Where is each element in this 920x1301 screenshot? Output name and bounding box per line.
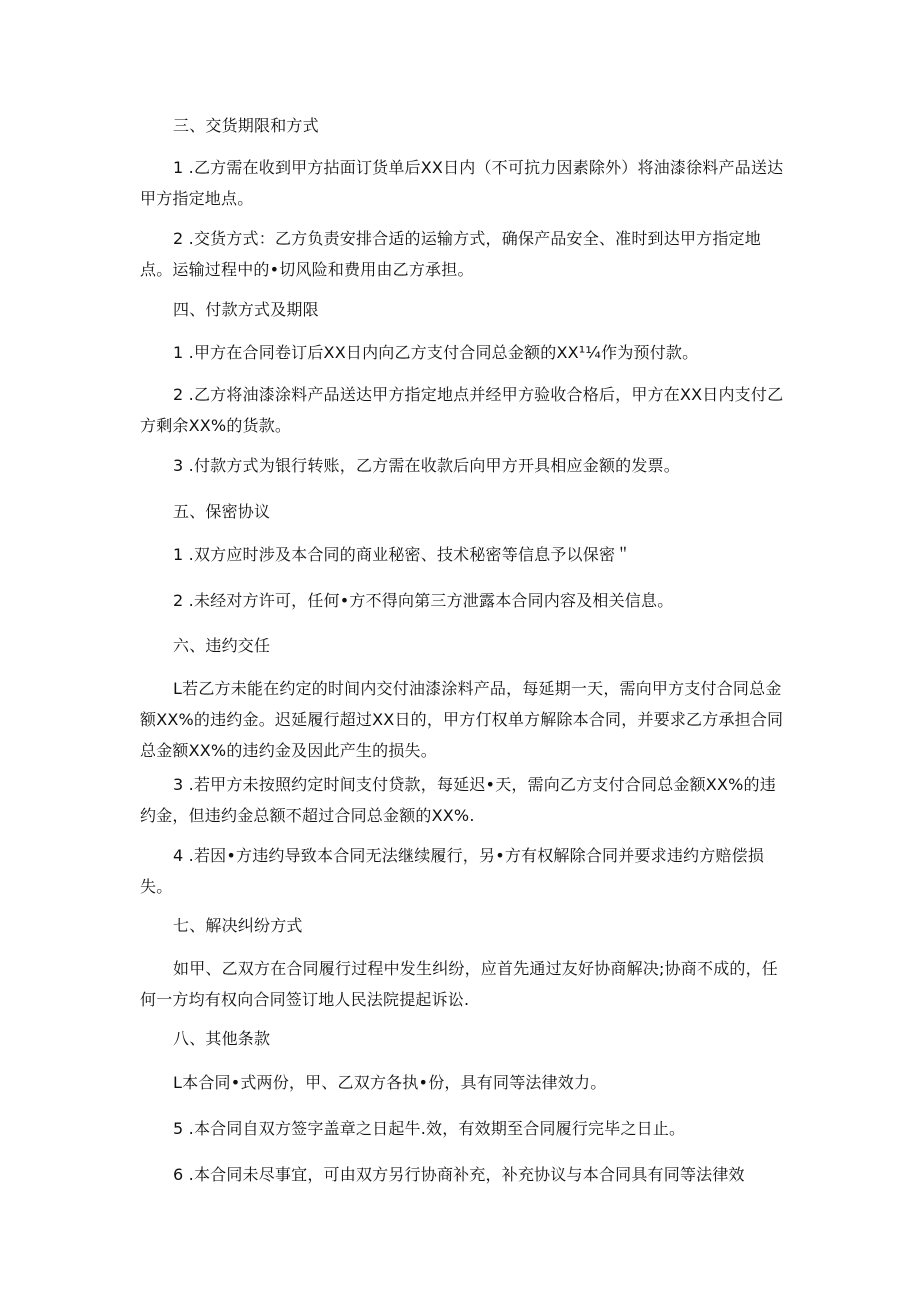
section-heading-other: 八、其他条款 [173,1029,271,1048]
clause-payment-2: 2 .乙方将油漆涂料产品送达甲方指定地点并经甲方验收合格后，甲方在XX日内支付乙方剩余XX%的货款。 [140,385,784,435]
clause-confidentiality-2: 2 .未经对方许可，任何•方不得向第三方泄露本合同内容及相关信息。 [173,591,674,610]
clause-breach-2: 3 .若甲方未按照约定时间支付贷款，每延迟•天，需向乙方支付合同总金额XX%的违约金，但违约金总额不超过合同总金额的XX%. [140,775,776,825]
clause-delivery-2: 2 .交货方式：乙方负责安排合适的运输方式，确保产品安全、准时到达甲方指定地点。运输过程中的•切风险和费用由乙方承担。 [140,229,761,279]
clause-other-3: 6 .本合同未尽事宜，可由双方另行协商补充，补充协议与本合同具有同等法律效 [173,1165,745,1184]
clause-other-1: L本合同•式两份，甲、乙双方各执•份，具有同等法律效力。 [173,1073,607,1092]
section-heading-dispute: 七、解决纠纷方式 [173,916,303,935]
clause-delivery-1: 1 .乙方需在收到甲方拈面订货单后XX日内（不可抗力因素除外）将油漆徐料产品送达甲方指定地点。 [140,158,784,208]
clause-confidentiality-1: 1 .双方应时涉及本合同的商业秘密、技术秘密等信息予以保密＂ [173,545,632,564]
section-heading-breach: 六、违约交任 [173,636,271,655]
clause-payment-1: 1 .甲方在合同卷订后XX日内向乙方支付合同总金额的XX¹¼作为预付款。 [173,343,699,362]
clause-other-2: 5 .本合同自双方签字盖章之日起牛.效，有效期至合同履行完毕之日止。 [173,1119,686,1138]
clause-breach-3: 4 .若因•方违约导致本合同无法继续履行，另•方有权解除合同并要求违约方赔偿损失。 [140,846,765,896]
clause-breach-1: L若乙方未能在约定的时间内交付油漆涂料产品，每延期一天，需向甲方支付合同总金额XX%的违约金。迟延履行超过XX日的，甲方仃权单方解除本合同，并要求乙方承担合同总金额XX%的违约金及因此产生的损失。 [140,679,784,760]
section-heading-confidentiality: 五、保密协议 [173,502,271,521]
section-heading-payment: 四、付款方式及期限 [173,300,319,319]
clause-dispute-1: 如甲、乙双方在合同履行过程中发生纠纷，应首先通过友好协商解决;协商不成的，任何一方均有权向合同签订地人民法院提起诉讼. [140,959,778,1009]
section-heading-delivery: 三、交货期限和方式 [173,116,319,135]
clause-payment-3: 3 .付款方式为银行转账，乙方需在收款后向甲方开具相应金额的发票。 [173,456,680,475]
